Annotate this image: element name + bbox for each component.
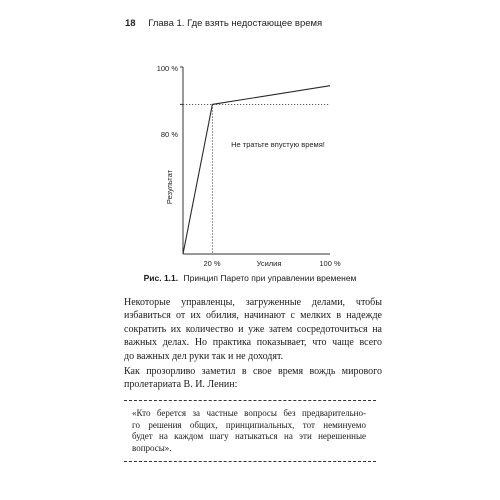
caption-label: Рис. 1.1.	[143, 273, 179, 283]
running-title: Глава 1. Где взять недостающее время	[148, 18, 323, 29]
x-axis-label: Усилия	[256, 259, 282, 268]
figure-caption	[0, 273, 500, 283]
y-axis-label: Результат	[165, 169, 174, 205]
text-line: пролетариата В. И. Ленин:	[124, 379, 238, 391]
text-line: важных делах. Но практика показывает, что чаще всего	[124, 337, 382, 349]
paragraph-2	[124, 365, 382, 392]
text-line: до важных дел руки так и не доходят.	[124, 350, 284, 362]
y-tick-label: 100 %	[156, 64, 178, 73]
text-line: Как прозорливо заметил в свое время вождь мирового	[124, 366, 382, 377]
text-line: избавиться от их обилия, начинают с мелких в надежде	[124, 310, 382, 322]
y-tick-label: 80 %	[160, 130, 178, 139]
pareto-series-line	[183, 86, 330, 254]
text-line: сократить их количество и уже затем сосредоточиться на	[124, 323, 382, 335]
x-tick-label: 20 %	[203, 259, 221, 268]
page-number: 18	[125, 18, 136, 29]
paragraph-1	[124, 296, 382, 363]
quote-line: «Кто берется за частные вопросы без предварительно-	[132, 408, 366, 418]
caption-text: Принцип Парето при управлении временем	[183, 273, 357, 283]
quote-block	[132, 408, 366, 454]
x-tick-label: 100 %	[319, 259, 341, 268]
quote-line: го решения общих, принципиальных, тот неминуемо	[132, 419, 366, 430]
text-line: Некоторые управленцы, загруженные делами, чтобы	[124, 297, 382, 308]
quote-line: вопросы».	[132, 442, 172, 453]
quote-line: будет на каждом шагу натыкаться на эти нерешенные	[132, 431, 366, 442]
chart-annotation: Не тратьте впустую время!	[231, 140, 325, 149]
